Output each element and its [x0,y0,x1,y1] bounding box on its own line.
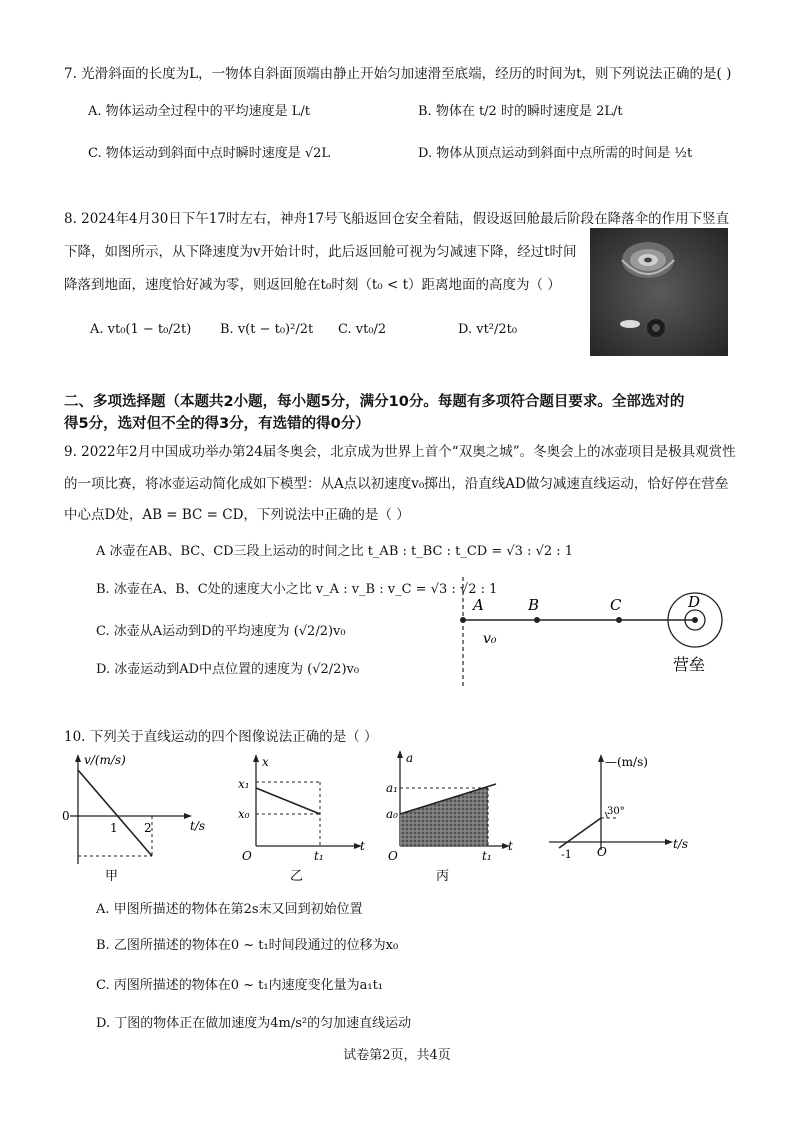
capsule-photo [590,228,728,356]
jia-caption: 甲 [105,869,119,884]
yi-x1-label: x₁ [238,777,250,791]
page-footer: 试卷第2页，共4页 [343,1048,451,1063]
point-c [616,617,622,623]
ding-xlabel: t/s [673,837,689,851]
bing-a1-label: a₁ [386,781,398,795]
q8-option-c: C. vt₀/2 [338,322,387,337]
label-b: B [528,596,540,614]
bing-t1-label: t₁ [482,849,492,863]
label-a: A [473,596,484,614]
bing-ylabel: a [406,751,414,765]
q10-option-b: B. 乙图所描述的物体在0 ~ t₁时间段通过的位移为x₀ [96,938,399,953]
label-v0: v₀ [483,631,497,647]
q8-option-a: A. vt₀(1 − t₀/2t) [90,322,192,337]
q10-stem: 10. 下列关于直线运动的四个图像说法正确的是（ ） [64,729,378,745]
jia-tick-2: 2 [144,821,152,835]
q7-option-a: A. 物体运动全过程中的平均速度是 L/t [88,104,311,119]
q9-line3: 中心点D处，AB = BC = CD，下列说法中正确的是（ ） [64,507,410,523]
ding-ylabel: —(m/s) [605,755,648,769]
q9-option-a: A 冰壶在AB、BC、CD三段上运动的时间之比 t_AB : t_BC : t_CD = √3 : √2 : 1 [96,544,574,559]
bing-origin: O [388,849,398,863]
jia-ylabel: v/(m/s) [84,753,126,767]
bing-a0-label: a₀ [386,807,398,821]
point-d [692,617,698,623]
yi-ylabel: x [262,755,269,769]
q9-option-d: D. 冰壶运动到AD中点位置的速度为 (√2/2)v₀ [96,662,360,677]
bing-caption: 丙 [436,869,450,884]
point-a [460,617,466,623]
yi-x-t-line [256,788,320,814]
q10-option-d: D. 丁图的物体正在做加速度为4m/s²的匀加速直线运动 [96,1016,412,1031]
q8-option-b: B. v(t − t₀)²/2t [220,322,314,337]
graph-jia [60,752,210,884]
section2-heading-line2: 得5分，选对但不全的得3分，有选错的得0分） [64,416,370,432]
ding-neg-label: -1 [561,848,572,861]
bing-shaded-area [400,786,488,846]
yi-origin: O [242,849,252,863]
label-c: C [610,596,622,614]
curling-figure [455,575,745,690]
label-house: 营垒 [673,655,706,674]
q8-line3: 降落到地面，速度恰好减为零，则返回舱在t₀时刻（t₀ < t）距离地面的高度为（ ） [64,277,561,293]
point-b [534,617,540,623]
yi-t1-label: t₁ [314,849,324,863]
q10-option-c: C. 丙图所描述的物体在0 ~ t₁内速度变化量为a₁t₁ [96,978,384,993]
yi-caption: 乙 [290,869,304,884]
q9-line1: 9. 2022年2月中国成功举办第24届冬奥会，北京成为世界上首个“双奥之城”。冬奥会上的冰壶项目是极具观赏性 [64,444,736,460]
jia-origin: 0 [62,809,70,823]
capsule-photo-graphic [590,228,728,356]
q9-option-c: C. 冰壶从A运动到D的平均速度为 (√2/2)v₀ [96,624,346,639]
q9-option-b: B. 冰壶在A、B、C处的速度大小之比 v_A : v_B : v_C = √3 : √2 : 1 [96,582,498,597]
q8-line1: 8. 2024年4月30日下午17时左右，神舟17号飞船返回仓安全着陆，假设返回舱最后阶段在降落伞的作用下竖直 [64,211,730,227]
ding-angle-label: 30° [607,806,625,817]
section2-heading-line1: 二、多项选择题（本题共2小题，每小题5分，满分10分。每题有多项符合题目要求。全部选对的 [64,394,685,410]
q8-line2: 下降，如图所示，从下降速度为v开始计时，此后返回舱可视为匀减速下降，经过t时间 [64,244,577,260]
q7-option-b: B. 物体在 t/2 时的瞬时速度是 2L/t [418,104,623,119]
label-d: D [688,593,701,611]
graph-bing [386,748,521,884]
jia-v-t-line [78,770,152,856]
jia-xlabel: t/s [190,819,206,833]
yi-xlabel: t [360,839,365,853]
bing-xlabel: t [508,839,513,853]
q7-stem: 7. 光滑斜面的长度为L，一物体自斜面顶端由静止开始匀加速滑至底端，经历的时间为t，则下列说法正确的是( ) [64,66,732,82]
ding-origin: O [597,845,607,859]
q9-line2: 的一项比赛，将冰壶运动简化成如下模型：从A点以初速度v₀掷出，沿直线AD做匀减速直线运动，恰好停在营垒 [64,476,729,492]
jia-tick-1: 1 [110,821,118,835]
ding-v-t-line [559,818,601,848]
q10-option-a: A. 甲图所描述的物体在第2s末又回到初始位置 [96,902,363,917]
q7-option-d: D. 物体从顶点运动到斜面中点所需的时间是 ½t [418,146,693,161]
q8-option-d: D. vt²/2t₀ [458,322,518,337]
graph-yi [232,752,372,884]
q7-option-c: C. 物体运动到斜面中点时瞬时速度是 √2L [88,146,331,161]
yi-x0-label: x₀ [238,807,250,821]
graph-ding [545,752,695,882]
